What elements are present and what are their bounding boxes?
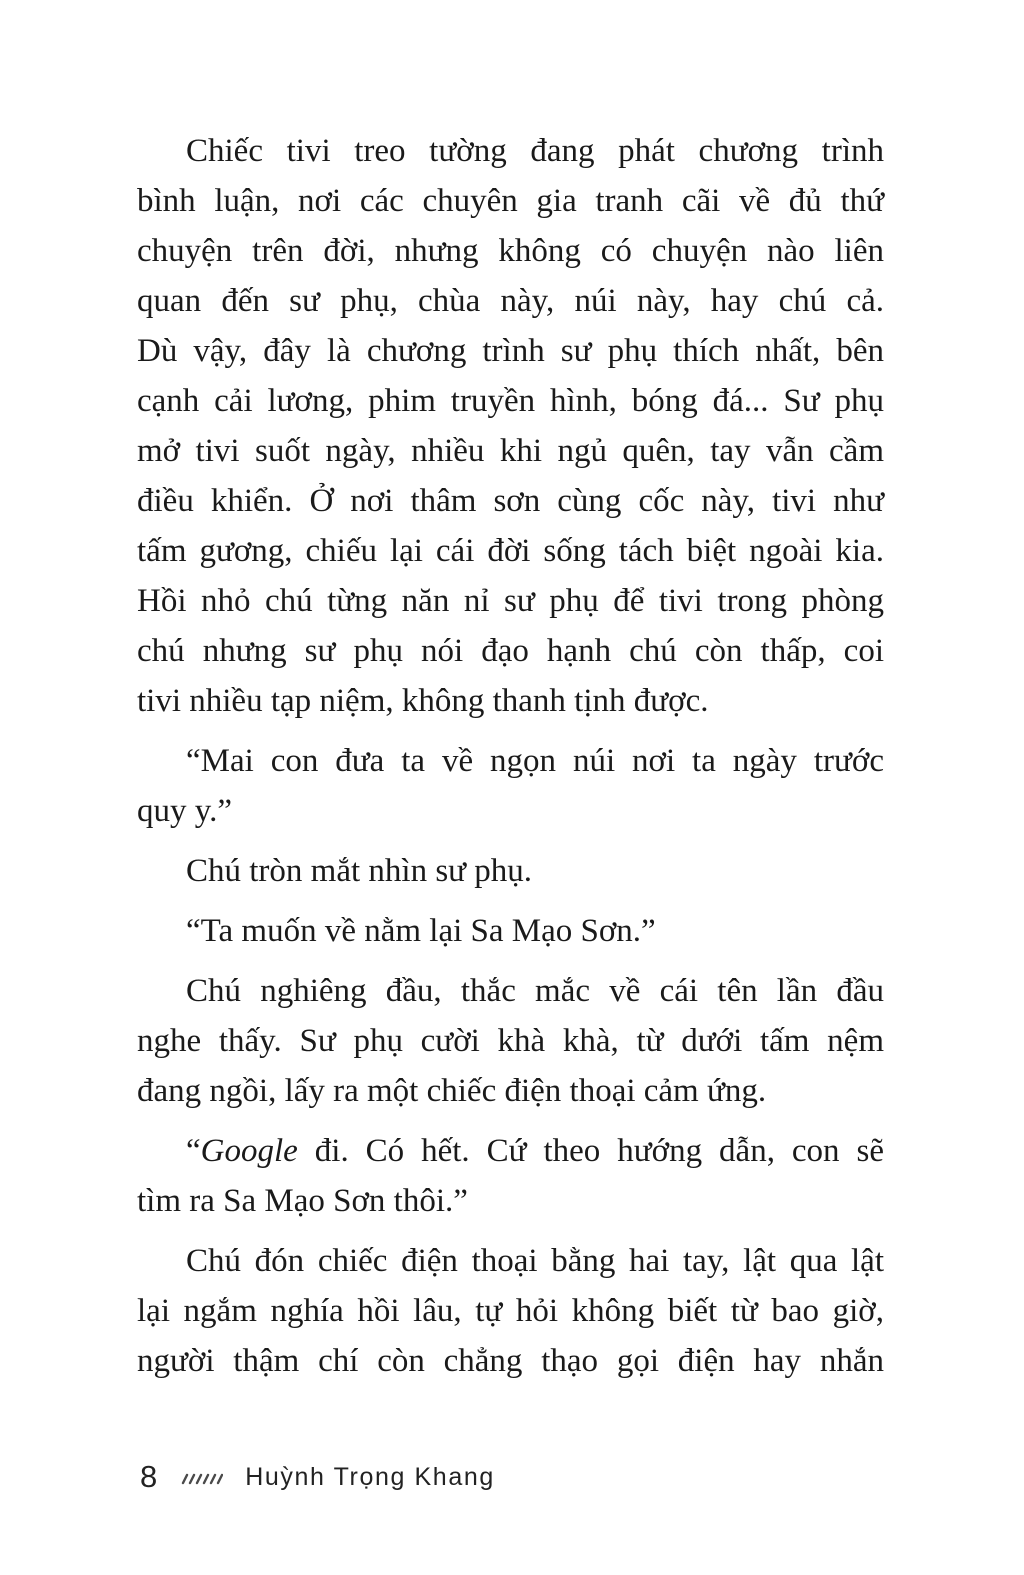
paragraph: [137, 736, 884, 836]
text-line: nghe thấy. Sư phụ cười khà khà, từ dưới tấm nệm: [137, 1023, 884, 1059]
text-line: Chú tròn mắt nhìn sư phụ.: [186, 853, 533, 889]
page-footer: [140, 1455, 495, 1499]
text-segment: “: [186, 1133, 201, 1169]
text-line: tấm gương, chiếu lại cái đời sống tách biệt ngoài kia.: [137, 533, 884, 569]
text-line: lại ngắm nghía hồi lâu, tự hỏi không biết từ bao giờ,: [137, 1293, 884, 1329]
page-number: 8: [140, 1459, 158, 1494]
text-line: quy y.”: [137, 793, 233, 829]
text-line: tìm ra Sa Mạo Sơn thôi.”: [137, 1183, 468, 1219]
text-line: “Mai con đưa ta về ngọn núi nơi ta ngày trước: [186, 743, 884, 779]
paragraph: [137, 846, 884, 896]
italic-text: Google: [200, 1133, 298, 1169]
text-line: Hồi nhỏ chú từng năn nỉ sư phụ để tivi trong phòng: [137, 583, 884, 619]
text-line: chuyện trên đời, nhưng không có chuyện nào liên: [137, 233, 884, 269]
text-line: quan đến sư phụ, chùa này, núi này, hay chú cả.: [137, 283, 884, 319]
hatch-marks-icon: [181, 1471, 223, 1487]
text-line: đang ngồi, lấy ra một chiếc điện thoại cảm ứng.: [137, 1073, 767, 1109]
paragraph: [137, 906, 884, 956]
page-text: [137, 126, 884, 1386]
text-line: cạnh cải lương, phim truyền hình, bóng đá... Sư phụ: [137, 383, 884, 419]
text-line: Dù vậy, đây là chương trình sư phụ thích nhất, bên: [137, 333, 884, 369]
text-line: bình luận, nơi các chuyên gia tranh cãi về đủ thứ: [137, 183, 884, 219]
text-line: người thậm chí còn chẳng thạo gọi điện hay nhắn: [137, 1343, 884, 1379]
paragraph: [137, 1126, 884, 1226]
text-line: Chiếc tivi treo tường đang phát chương trình: [186, 133, 884, 169]
text-line: chú nhưng sư phụ nói đạo hạnh chú còn thấp, coi: [137, 633, 884, 669]
text-line: “Ta muốn về nằm lại Sa Mạo Sơn.”: [186, 913, 656, 949]
paragraph: [137, 126, 884, 726]
author-name: Huỳnh Trọng Khang: [245, 1462, 495, 1491]
text-line: mở tivi suốt ngày, nhiều khi ngủ quên, tay vẫn cầm: [137, 433, 884, 469]
text-line: Chú nghiêng đầu, thắc mắc về cái tên lần đầu: [186, 973, 884, 1009]
text-segment: đi. Có hết. Cứ theo hướng dẫn, con sẽ: [297, 1133, 884, 1169]
paragraph: [137, 1236, 884, 1386]
paragraph: [137, 966, 884, 1116]
text-line: điều khiển. Ở nơi thâm sơn cùng cốc này, tivi như: [137, 483, 884, 519]
text-line: tivi nhiều tạp niệm, không thanh tịnh được.: [137, 683, 709, 719]
text-line: [137, 1126, 884, 1176]
text-line: Chú đón chiếc điện thoại bằng hai tay, lật qua lật: [186, 1243, 884, 1279]
